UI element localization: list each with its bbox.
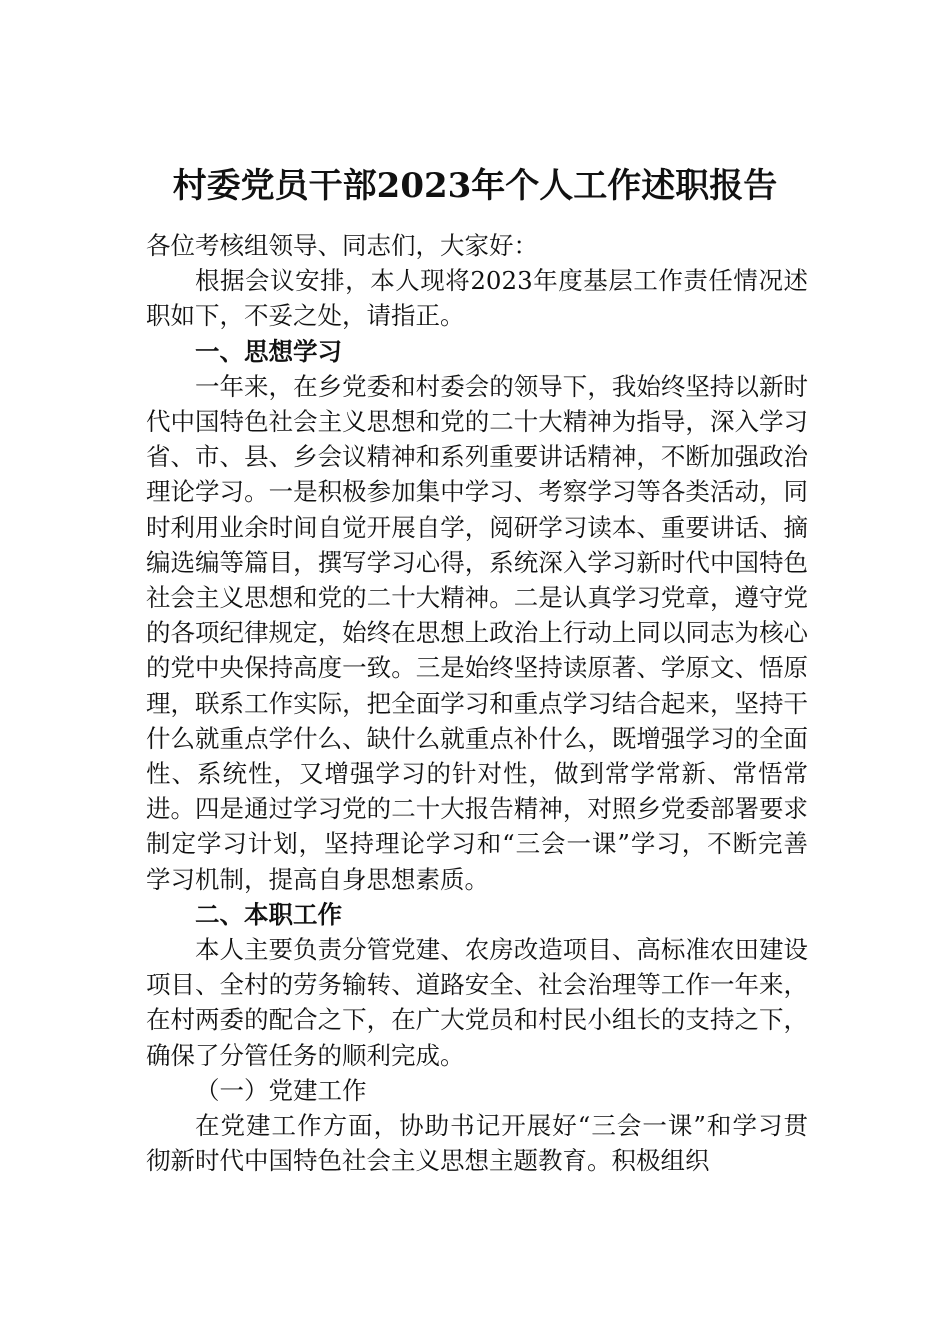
section-paragraph-thought-study: 一年来，在乡党委和村委会的领导下，我始终坚持以新时代中国特色社会主义思想和党的二十大精神为指导，深入学习省、市、县、乡会议精神和系列重要讲话精神，不断加强政治理论学习。一是积极参加集中学习、考察学习等各类活动，同时利用业余时间自觉开展自学，阅研学习读本、重要讲话、摘编选编等篇目，撰写学习心得，系统深入学习新时代中国特色社会主义思想和党的二十大精神。二是认真学习党章，遵守党的各项纪律规定，始终在思想上政治上行动上同以同志为核心的党中央保持高度一致。三是始终坚持读原著、学原文、悟原理，联系工作实际，把全面学习和重点学习结合起来，坚持干什么就重点学什么、缺什么就重点补什么，既增强学习的全面性、系统性，又增强学习的针对性，做到常学常新、常悟常进。四是通过学习党的二十大报告精神，对照乡党委部署要求制定学习计划，坚持理论学习和“三会一课”学习，不断完善学习机制，提高自身思想素质。 [146,371,808,894]
subsection-paragraph-party-building: 在党建工作方面，协助书记开展好“三会一课”和学习贯彻新时代中国特色社会主义思想主题教育。积极组织 [146,1111,808,1176]
intro-paragraph: 根据会议安排，本人现将2023年度基层工作责任情况述职如下，不妥之处，请指正。 [146,266,808,331]
document-title: 村委党员干部2023年个人工作述职报告 [172,166,778,206]
section-heading-duties: 二、本职工作 [195,899,342,929]
section-heading-thought-study: 一、思想学习 [195,336,342,366]
section-paragraph-duties: 本人主要负责分管党建、农房改造项目、高标准农田建设项目、全村的劳务输转、道路安全、社会治理等工作一年来，在村两委的配合之下，在广大党员和村民小组长的支持之下，确保了分管任务的顺利完成。 [146,935,808,1070]
salutation: 各位考核组领导、同志们，大家好： [146,231,538,260]
document-body [146,228,808,1178]
subsection-heading-party-building: （一）党建工作 [195,1075,367,1105]
